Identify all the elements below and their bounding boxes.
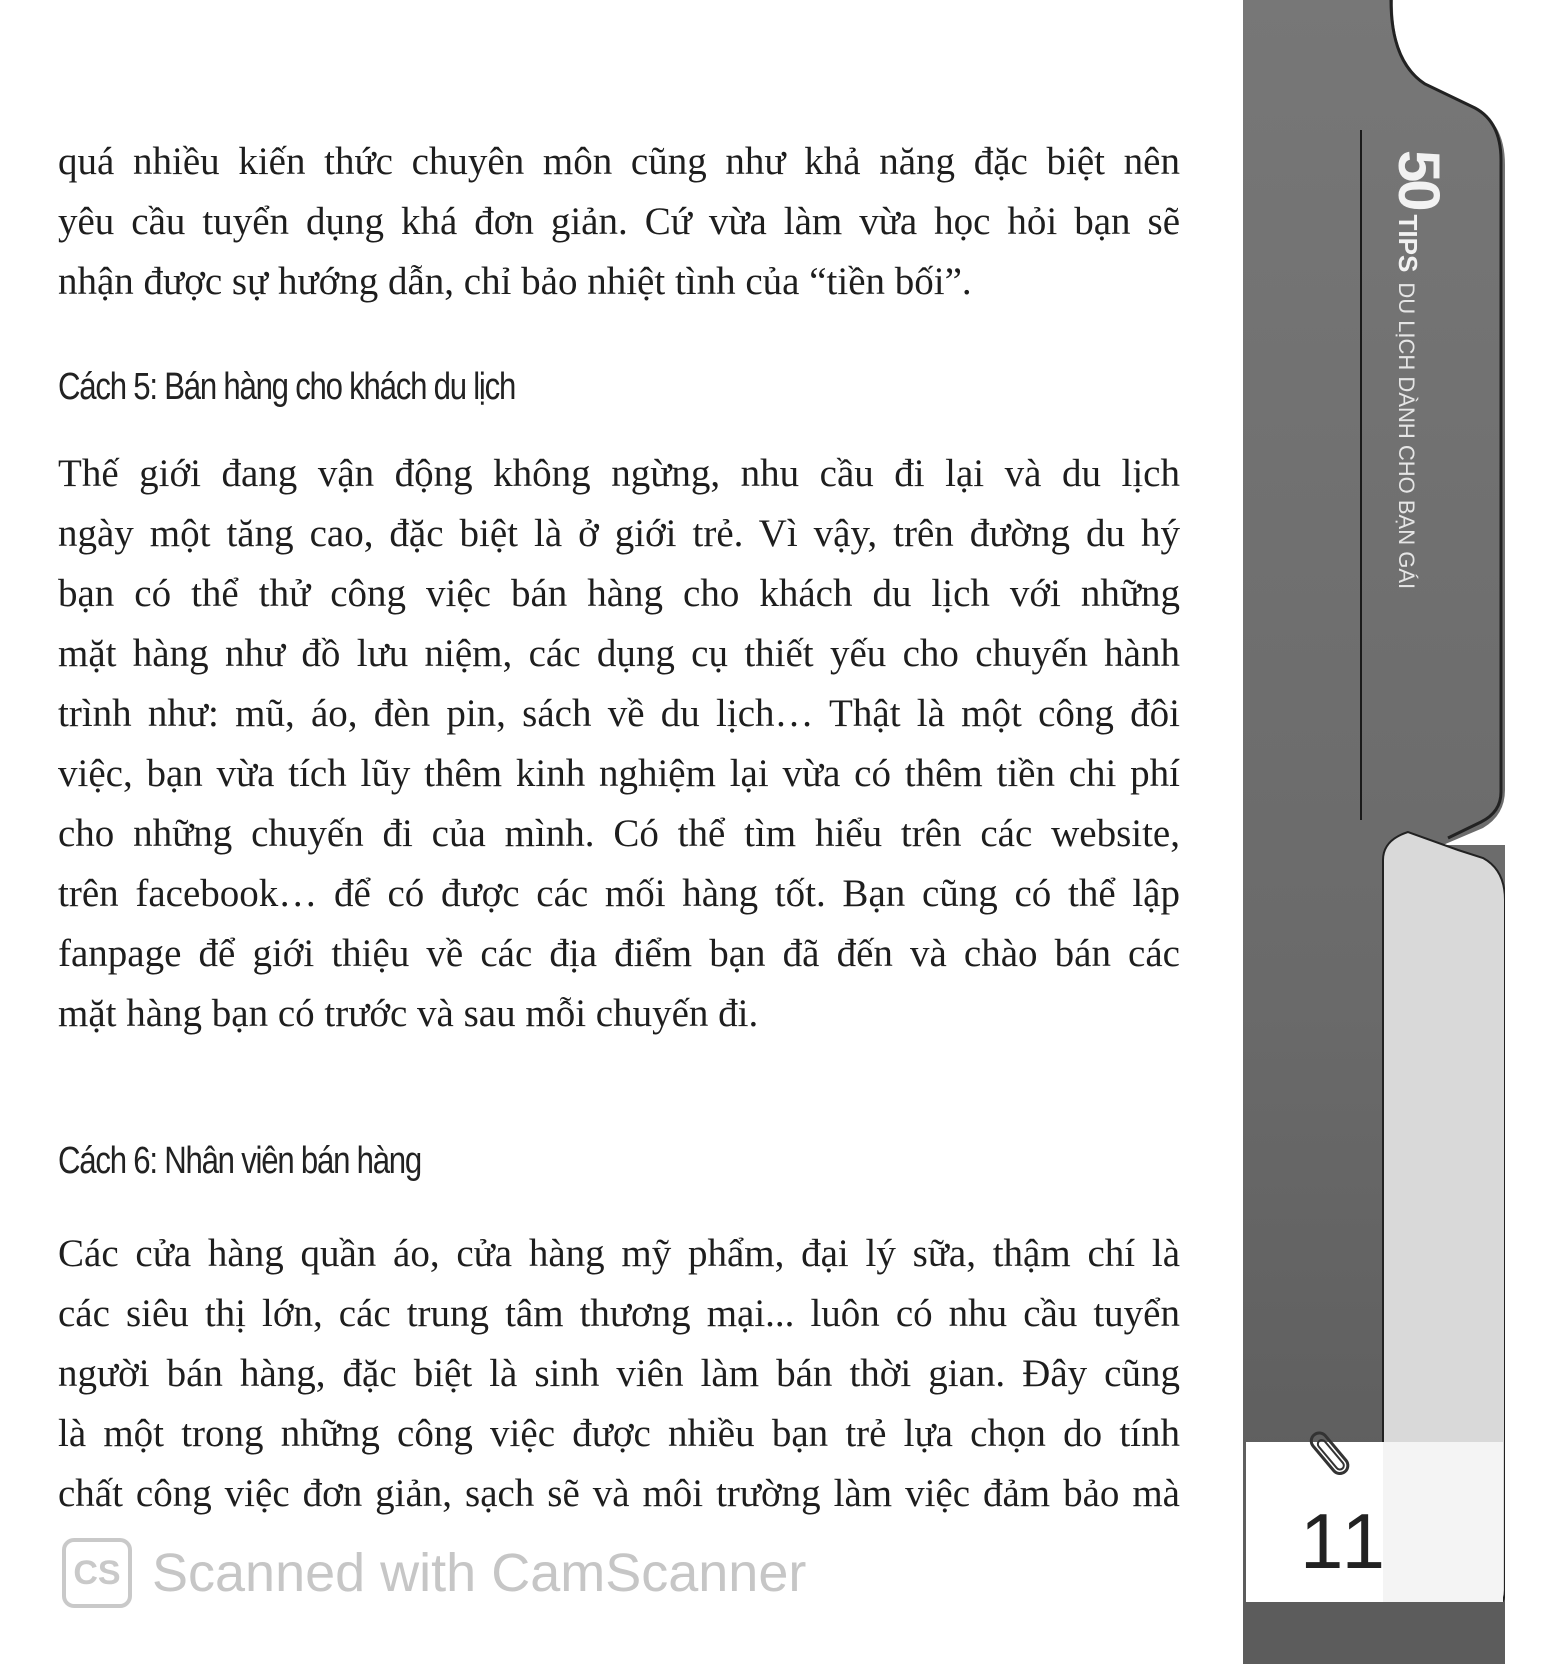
paragraph-section-5 [58,444,1180,1044]
paragraph-continued [58,132,1180,312]
watermark-text: Scanned with CamScanner [152,1543,807,1603]
text-line: quá nhiều kiến thức chuyên môn cũng như khả năng đặc biệt nên [58,140,1180,183]
bottom-dark-band [1243,1602,1505,1664]
camscanner-watermark [62,1538,806,1608]
text-line: yêu cầu tuyển dụng khá đơn giản. Cứ vừa làm vừa học hỏi bạn sẽ [58,200,1180,243]
text-line: mặt hàng như đồ lưu niệm, các dụng cụ thiết yếu cho chuyến hành [58,632,1180,675]
text-line: fanpage để giới thiệu về các địa điểm bạn đã đến và chào bán các [58,932,1180,975]
text-line: Thế giới đang vận động không ngừng, nhu cầu đi lại và du lịch [58,452,1180,495]
tab-subtitle: DU LỊCH DÀNH CHO BẠN GÁI [1394,282,1419,590]
text-line: các siêu thị lớn, các trung tâm thương mại... luôn có nhu cầu tuyển [58,1292,1180,1335]
text-line: bạn có thể thử công việc bán hàng cho khách du lịch với những [58,572,1180,615]
text-line: việc, bạn vừa tích lũy thêm kinh nghiệm lại vừa có thêm tiền chi phí [58,752,1180,795]
paragraph-section-6 [58,1224,1180,1524]
section-heading-5: Cách 5: Bán hàng cho khách du lịch [58,366,516,408]
text-line: nhận được sự hướng dẫn, chỉ bảo nhiệt tình của “tiền bối”. [58,260,972,303]
text-line: trình như: mũ, áo, đèn pin, sách về du lịch… Thật là một công đôi [58,692,1180,735]
page-number: 11 [1300,1497,1389,1585]
text-line: ngày một tăng cao, đặc biệt là ở giới trẻ. Vì vậy, trên đường du hý [58,512,1180,555]
text-line: Các cửa hàng quần áo, cửa hàng mỹ phẩm, đại lý sữa, thậm chí là [58,1232,1180,1275]
text-line: trên facebook… để có được các mối hàng tốt. Bạn cũng có thể lập [58,872,1180,915]
text-line: là một trong những công việc được nhiều bạn trẻ lựa chọn do tính [58,1412,1180,1455]
page-number-box-light [1383,1442,1503,1602]
text-line: mặt hàng bạn có trước và sau mỗi chuyến đi. [58,992,759,1035]
text-line: người bán hàng, đặc biệt là sinh viên làm bán thời gian. Đây cũng [58,1352,1180,1395]
text-line: chất công việc đơn giản, sạch sẽ và môi trường làm việc đảm bảo mà [58,1472,1180,1515]
tab-title [1385,150,1452,589]
tab-tips: TIPS [1393,214,1423,273]
section-heading-6: Cách 6: Nhân viên bán hàng [58,1140,422,1182]
text-line: cho những chuyến đi của mình. Có thể tìm hiểu trên các website, [58,812,1180,855]
tab-number: 50 [1386,150,1451,209]
camscanner-logo: CS [62,1538,132,1608]
